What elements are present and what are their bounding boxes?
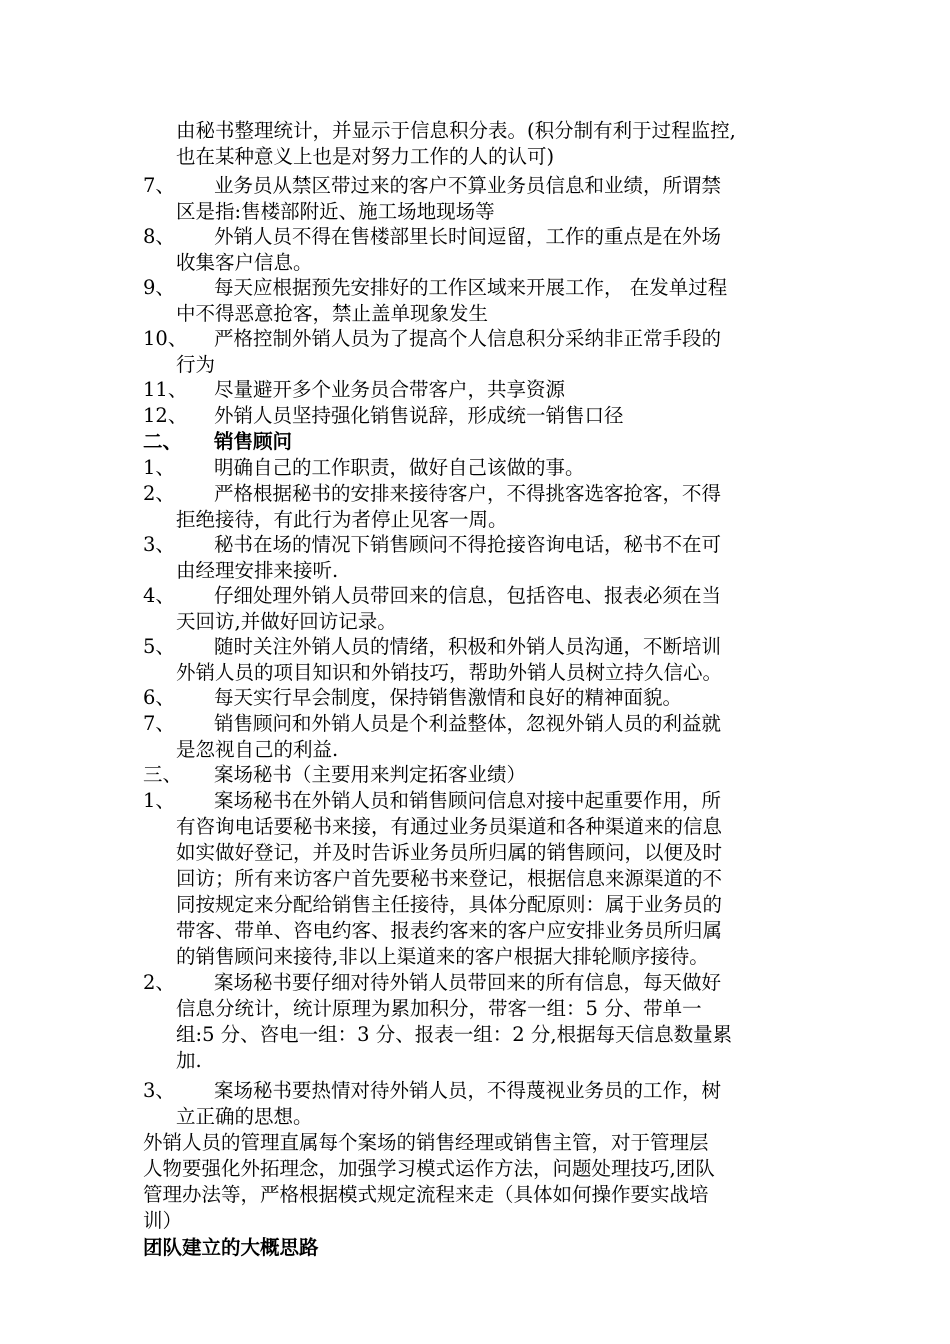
- section-number: 三、: [143, 763, 183, 786]
- list-item-text: 中不得恶意抢客，禁止盖单现象发生: [176, 302, 489, 325]
- list-item-text: 销售顾问和外销人员是个利益整体，忽视外销人员的利益就: [214, 712, 722, 735]
- list-number: 9、: [143, 276, 175, 299]
- list-item-text: 区是指:售楼部附近、施工场地现场等: [176, 200, 495, 223]
- list-item-text: 立正确的思想。: [176, 1105, 313, 1128]
- list-item-text: 业务员从禁区带过来的客户不算业务员信息和业绩，所谓禁: [214, 174, 722, 197]
- list-item-text: 严格控制外销人员为了提高个人信息积分采纳非正常手段的: [214, 327, 722, 350]
- list-item-text: 的销售顾问来接待,非以上渠道来的客户根据大排轮顺序接待。: [176, 945, 709, 968]
- list-number: 1、: [143, 456, 175, 479]
- list-item-text: 有咨询电话要秘书来接，有通过业务员渠道和各种渠道来的信息: [176, 815, 723, 838]
- list-item-text: 回访；所有来访客户首先要秘书来登记，根据信息来源渠道的不: [176, 867, 723, 890]
- list-item-text: 天回访,并做好回访记录。: [176, 610, 397, 633]
- list-item-text: 秘书在场的情况下销售顾问不得抢接咨询电话，秘书不在可: [214, 533, 722, 556]
- list-item-text: 行为: [176, 353, 216, 376]
- paragraph-line: 由秘书整理统计，并显示于信息积分表。(积分制有利于过程监控,: [176, 119, 736, 142]
- list-item-text: 明确自己的工作职责，做好自己该做的事。: [214, 456, 585, 479]
- list-item-text: 案场秘书在外销人员和销售顾问信息对接中起重要作用，所: [214, 789, 722, 812]
- list-item-text: 每天实行早会制度，保持销售激情和良好的精神面貌。: [214, 686, 683, 709]
- list-item-text: 收集客户信息。: [176, 251, 313, 274]
- list-number: 12、: [143, 404, 188, 427]
- paragraph-line: 也在某种意义上也是对努力工作的人的认可): [176, 145, 555, 168]
- list-item-text: 由经理安排来接听.: [176, 559, 339, 582]
- list-number: 2、: [143, 482, 175, 505]
- section-heading: 案场秘书（主要用来判定拓客业绩）: [214, 763, 527, 786]
- paragraph-line: 训）: [143, 1209, 183, 1232]
- paragraph-line: 人物要强化外拓理念，加强学习模式运作方法，问题处理技巧,团队: [143, 1157, 715, 1180]
- list-number: 7、: [143, 174, 175, 197]
- list-item-text: 随时关注外销人员的情绪，积极和外销人员沟通，不断培训: [214, 635, 722, 658]
- list-number: 1、: [143, 789, 175, 812]
- list-item-text: 拒绝接待，有此行为者停止见客一周。: [176, 508, 508, 531]
- paragraph-line: 管理办法等，严格根据模式规定流程来走（具体如何操作要实战培: [143, 1183, 709, 1206]
- list-number: 2、: [143, 971, 175, 994]
- list-item-text: 同按规定来分配给销售主任接待，具体分配原则：属于业务员的: [176, 893, 723, 916]
- list-number: 10、: [143, 327, 188, 350]
- list-number: 11、: [143, 378, 188, 401]
- list-item-text: 组:5 分、咨电一组：3 分、报表一组：2 分,根据每天信息数量累: [176, 1023, 733, 1046]
- paragraph-line: 外销人员的管理直属每个案场的销售经理或销售主管，对于管理层: [143, 1131, 709, 1154]
- list-item-text: 加.: [176, 1049, 202, 1072]
- list-item-text: 外销人员不得在售楼部里长时间逗留，工作的重点是在外场: [214, 225, 722, 248]
- list-number: 7、: [143, 712, 175, 735]
- list-item-text: 外销人员的项目知识和外销技巧，帮助外销人员树立持久信心。: [176, 661, 723, 684]
- list-item-text: 带客、带单、咨电约客、报表约客来的客户应安排业务员所归属: [176, 919, 723, 942]
- list-item-text: 每天应根据预先安排好的工作区域来开展工作， 在发单过程: [214, 276, 728, 299]
- list-item-text: 案场秘书要热情对待外销人员，不得蔑视业务员的工作，树: [214, 1079, 722, 1102]
- list-item-text: 信息分统计，统计原理为累加积分，带客一组：5 分、带单一: [176, 997, 702, 1020]
- final-heading: 团队建立的大概思路: [143, 1236, 319, 1259]
- list-item-text: 如实做好登记，并及时告诉业务员所归属的销售顾问，以便及时: [176, 841, 723, 864]
- list-number: 5、: [143, 635, 175, 658]
- list-number: 3、: [143, 1079, 175, 1102]
- list-number: 3、: [143, 533, 175, 556]
- list-item-text: 仔细处理外销人员带回来的信息，包括咨电、报表必须在当: [214, 584, 722, 607]
- list-number: 8、: [143, 225, 175, 248]
- list-number: 6、: [143, 686, 175, 709]
- list-item-text: 尽量避开多个业务员合带客户，共享资源: [214, 378, 566, 401]
- section-number: 二、: [143, 430, 183, 453]
- list-item-text: 严格根据秘书的安排来接待客户，不得挑客选客抢客，不得: [214, 482, 722, 505]
- list-item-text: 案场秘书要仔细对待外销人员带回来的所有信息，每天做好: [214, 971, 722, 994]
- section-heading: 销售顾问: [214, 430, 293, 453]
- list-item-text: 外销人员坚持强化销售说辞，形成统一销售口径: [214, 404, 624, 427]
- list-item-text: 是忽视自己的利益.: [176, 738, 339, 761]
- list-number: 4、: [143, 584, 175, 607]
